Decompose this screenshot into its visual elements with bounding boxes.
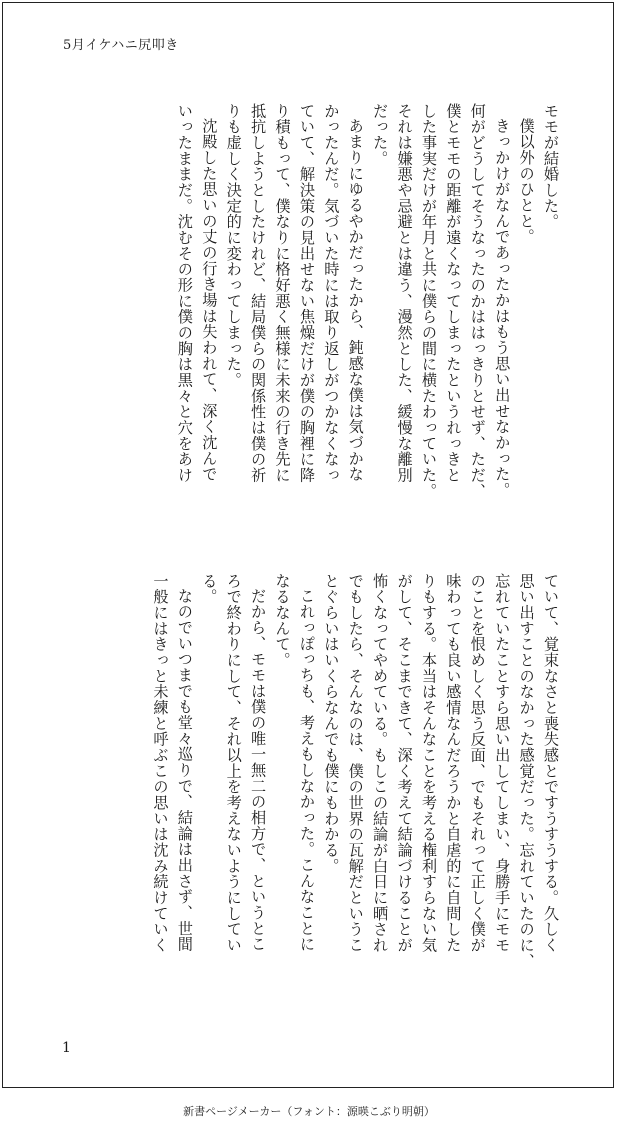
paragraph: 沈殿した思いの丈の行き場は失われて、深く沈んで いったままだ。沈むその形に僕の胸は黒々と穴をあけ [175, 103, 219, 483]
paragraph: なのでいつまでも堂々巡りで、結論は出さず、世間 一般にはきっと未練と呼ぶこの思いは沈み続けていく [151, 573, 194, 953]
paragraph: モモが結婚した。 [542, 103, 560, 230]
upper-text-column [63, 103, 563, 523]
page-number: 1 [62, 1040, 71, 1056]
book-title: 5月イケハニ尻叩き [63, 38, 179, 53]
paragraph: あまりにゆるやかだったから、鈍感な僕は気づかな かったんだ。気づいた時には取り返しがつかなくなっ ていて、解決策の見出せない焦燥だけが僕の胸裡に降 り積もって、僕なりに格好悪く無様に未来の行き先に 抵抗しようとしたけれど、結局僕らの関係性は僕の祈 りも虚しく決定的に変わってしまった。 [224, 103, 365, 483]
paragraph: 僕以外のひとと。 [517, 118, 536, 245]
paragraph: きっかけがなんであったかはもう思い出せなかった。 何がどうしてそうなったのかははっきりとせず、ただ、 僕とモモの距離が遠くなってしまったというれっきと した事実だけが年月と共に僕らの間に横たわっていた。 それは嫌悪や忌避とは違う、漫然とした、緩慢な離別 だった。 [371, 103, 512, 499]
lower-text-column [63, 573, 563, 993]
page-frame [2, 2, 614, 1088]
paragraph: これっぽっちも、考えもしなかった。こんなことに なるなんて。 [273, 573, 316, 953]
paragraph: ていて、覚束なさと喪失感とですうすうする。久しく 思い出すことのなかった感覚だった。忘れていたのに、 忘れていたことすら思い出してしまい、身勝手にモモ のことを恨めしく思う反面、でもそれって正しく僕が 味わっても良い感情なんだろうかと自虐的に自問した りもする。本当はそんなことを考える権利すらない気 がして、そこまできて、深く考えて結論づけることが 怖くなってやめている。もしこの結論が白日に晒され でもしたら、そんなのは、僕の世界の瓦解だというこ とぐらいはいくらなんでも僕にもわかる。 [322, 573, 560, 969]
paragraph: だから、モモは僕の唯一無二の相方で、というとこ ろで終わりにして、それ以上を考えないようにしてい る。 [200, 573, 268, 953]
generator-credit: 新書ページメーカー（フォント：源暎こぶり明朝） [183, 1105, 435, 1118]
